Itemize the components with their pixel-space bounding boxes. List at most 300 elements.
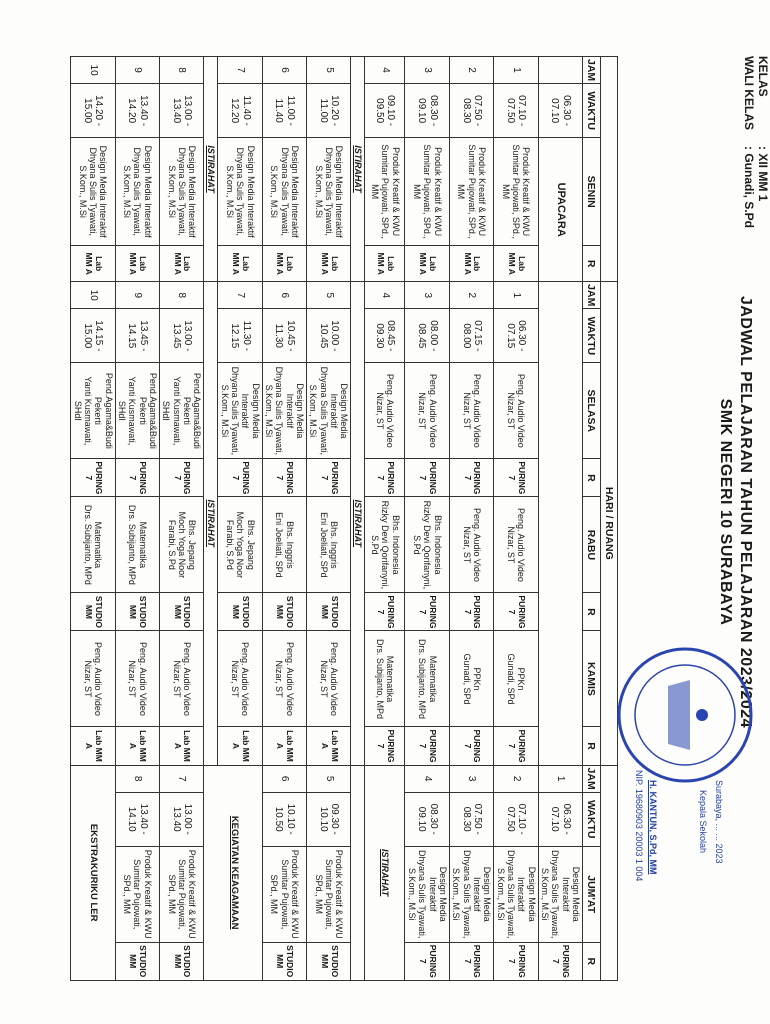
jumat-cell [262,846,306,942]
subject-name: Produk Kreatif & KWU [521,147,532,237]
teacher-name: Nizar, ST [417,392,428,430]
room-cell: Lab MM A [115,727,159,765]
jam-cell: 3 [405,282,449,309]
table-row [115,57,159,981]
header-jam: JAM [583,765,601,792]
senin-cell [71,138,115,246]
waktu-cell: 13.40 - 14.20 [115,84,159,138]
jumat-cell [449,846,493,942]
subject-name: Design Media Interaktif [289,145,300,238]
header-jam: JAM [583,282,601,309]
teacher-name: Moch Yoga Noor Farabi, S.Pd [224,511,246,579]
teacher-name: Yanti Kusmawati, SHdI [116,376,138,446]
istirahat-label: ISTIRAHAT [351,282,365,765]
teacher-name: Dhyana Sulis Tyawati, S.Kom., M.Si [219,366,241,456]
subject-name: Design Media Interaktif [98,145,109,238]
selasa-cell [218,363,262,459]
header-r: R [583,246,601,282]
room-cell: Lab MM A [307,246,351,282]
senin-cell [262,138,306,246]
table-row [405,57,449,981]
teacher-name: Dhyana Sulis Tyawati, S.Kom., M.Si [122,147,143,236]
rabu-cell [449,497,493,593]
teacher-name: Dhyana Sulis Tyawati, S.Kom., M.Si [77,147,99,236]
jumat-cell [538,846,582,942]
room-cell: PURING 7 [160,459,204,497]
jam-cell: 5 [307,282,351,309]
jam-cell: 4 [365,282,405,309]
subject-name: PPKn [516,667,527,691]
subject-name: Design Media Interaktif [516,866,537,922]
teacher-name: Nizar, ST [505,392,516,430]
subject-name: Peng. Audio Video [137,642,148,716]
waktu-cell: 08.30 - 09.10 [405,84,449,138]
subject-name: Design Media Interaktif [329,383,350,439]
senin-cell [494,138,538,246]
kamis-cell [307,631,351,727]
waktu-cell: 08.30 - 09.10 [405,792,449,846]
kegiatan-keagamaan-label: KEGIATAN KEAGAMAAN [204,765,262,980]
waktu-cell: 07.50 - 08.30 [449,84,493,138]
jumat-cell [307,846,351,942]
room-cell: Lab MM A [262,727,306,765]
subject-name: Bhs. Jepang [187,519,198,570]
waktu-cell: 13.00 - 13.40 [160,792,204,846]
room-cell: PURING 7 [405,942,449,980]
jam-cell: 2 [449,282,493,309]
jumat-cell [160,846,204,942]
jam-cell: 1 [538,765,582,792]
room-cell: PURING 7 [71,459,115,497]
subject-name: Design Media Interaktif [142,145,153,238]
waktu-cell: 13.40 - 14.10 [115,792,159,846]
room-cell: Lab MM A [115,246,159,282]
waktu-cell: 09.30 - 10.10 [307,792,351,846]
subject-name: Matematika [385,655,396,703]
room-cell: PURING 7 [262,459,306,497]
waktu-cell: 09.10 - 09.50 [365,84,405,138]
jumat-cell [405,846,449,942]
teacher-name: Dhyana Sulis Tyawati, S.Kom., M.Si [264,366,285,456]
senin-cell [405,138,449,246]
jam-cell: 2 [449,57,493,84]
subject-name: Pend.Agama&Budi Pekerti [137,372,158,449]
selasa-cell [449,363,493,459]
table-row [351,57,365,981]
teacher-name: Rizky Devi Qorifanyni, S.Pd [412,500,433,590]
jumat-cell [115,846,159,942]
room-cell: Lab MM A [71,246,115,282]
room-cell: PURING 7 [494,459,538,497]
rabu-cell [160,497,204,593]
jam-cell: 7 [160,765,204,792]
subject-name: Peng. Audio Video [240,642,251,716]
teacher-name: Rizky Devi Qorifanyni, S.Pd [369,500,391,590]
header-rabu: RABU [583,497,601,593]
jam-cell: 6 [262,765,306,792]
waktu-cell: 08.45 - 09.30 [365,309,405,363]
room-cell: STUDIO MM [160,942,204,980]
wali-value: : Gunadi, S.Pd [742,146,756,229]
signature-role: Kepala Sekolah [698,790,708,854]
hari-ruang-header: HARI / RUANG [601,282,618,765]
room-cell: STUDIO MM [115,593,159,631]
jam-cell: 6 [262,57,306,84]
wali-label: WALI KELAS [742,56,756,130]
room-cell: Lab MM A [307,727,351,765]
selasa-cell [307,363,351,459]
waktu-cell: 11.40 - 12.20 [218,84,262,138]
jam-cell: 9 [115,282,159,309]
jam-cell: 1 [494,57,538,84]
kelas-line [756,56,770,201]
teacher-name: Sumitar Pujowati, SPd., MM [166,859,187,930]
subject-name: Produk Kreatif & KWU [187,849,198,939]
selasa-cell [160,363,204,459]
signature-place-date: Surabaya, ... ... 2023 [714,780,724,864]
school-stamp-icon [610,640,760,790]
rabu-cell [262,497,306,593]
header-selasa: SELASA [583,363,601,459]
waktu-cell: 13.45 - 14.15 [115,309,159,363]
waktu-cell: 07.10 - 07.50 [494,792,538,846]
subject-name: Design Media Interaktif [427,866,448,922]
waktu-cell: 11.30 - 12.15 [218,309,262,363]
empty-cell [538,282,582,765]
selasa-cell [365,363,405,459]
header-jumat: JUM'AT [583,846,601,942]
subject-name: Peng. Audio Video [284,642,295,716]
subject-name: Peng. Audio Video [427,373,438,448]
table-row [449,57,493,981]
room-cell: PURING 7 [538,942,582,980]
subject-name: Peng. Audio Video [471,507,482,582]
waktu-cell: 14.20 - 15.00 [71,84,115,138]
kamis-cell [494,631,538,727]
teacher-name: Nizar, ST [171,660,182,698]
subject-name: Produk Kreatif & KWU [477,147,488,237]
teacher-name: Drs. Subijanto, MPd [417,638,428,719]
subject-name: Design Media Interaktif [284,383,306,439]
selasa-cell [405,363,449,459]
kelas-label: KELAS [756,56,770,97]
room-cell: PURING 7 [449,459,493,497]
jam-cell: 6 [262,282,306,309]
subject-name: Design Media Interaktif [240,383,261,439]
teacher-name: Eni Joeliati, SPd [274,512,285,578]
room-cell: PURING 7 [449,727,493,765]
room-cell: PURING 7 [494,942,538,980]
table-row [307,57,351,981]
header-r: R [583,727,601,765]
kamis-cell [405,631,449,727]
table-row [218,57,262,981]
subject-name: Produk Kreatif & KWU [432,147,443,237]
room-cell: Lab MM A [71,727,115,765]
empty-cell [351,765,365,980]
subject-name: Bhs. Jepang [245,519,256,570]
room-cell: PURING 7 [405,593,449,631]
jam-cell [538,57,582,84]
teacher-name: Sumitar Pujowati, SPd., MM [269,859,290,930]
selasa-cell [115,363,159,459]
jam-cell: 7 [218,282,262,309]
teacher-name: Nizar, ST [461,392,472,430]
waktu-cell: 06.30 - 07.10 [538,792,582,846]
principal-nip: NIP. 19680903 20003 1 004 [634,770,644,882]
rabu-cell [218,497,262,593]
rabu-cell [494,497,538,593]
kamis-cell [365,631,405,727]
room-cell: PURING 7 [449,942,493,980]
kamis-cell [160,631,204,727]
jam-cell: 5 [307,57,351,84]
waktu-cell: 06.30 - 07.15 [494,309,538,363]
rabu-cell [115,497,159,593]
waktu-cell: 14.15 - 15.00 [71,309,115,363]
jam-cell: 4 [365,57,405,84]
room-cell: PURING 7 [405,459,449,497]
header-kamis: KAMIS [583,631,601,727]
teacher-name: Dhyana Sulis Tyawati, S.Kom., M.Si [269,147,290,236]
jam-cell: 10 [71,57,115,84]
subject-name: Peng. Audio Video [516,507,527,582]
senin-cell [115,138,159,246]
header-waktu: WAKTU [583,309,601,363]
upacara-label: UPACARA [538,138,582,282]
table-row [538,57,582,981]
room-cell: STUDIO MM [262,593,306,631]
teacher-name: Moch Yoga Noor Farabi, S.Pd [166,511,187,579]
waktu-cell: 06.30 - 07.10 [538,84,582,138]
header-blank-left [601,57,618,282]
jam-cell: 2 [494,765,538,792]
header-r: R [583,942,601,980]
room-cell: STUDIO MM [262,942,306,980]
room-cell: PURING 7 [307,459,351,497]
waktu-cell: 11.00 - 11.40 [262,84,306,138]
istirahat-label: ISTIRAHAT [204,282,218,765]
subject-name: Pend.Agama&Budi Pekerti [93,372,114,449]
teacher-name: Eni Joeliati, SPd [318,512,329,578]
jam-cell: 4 [405,765,449,792]
room-cell: STUDIO MM [218,593,262,631]
room-cell: STUDIO MM [115,942,159,980]
room-cell: PURING 7 [449,593,493,631]
teacher-name: Dhyana Sulis Tyawati, S.Kom., M.Si [539,850,561,939]
teacher-name: Sumitar Pujowati, SPd., MM [313,859,334,930]
teacher-name: Sumitar Pujowati, SPd., MM [122,859,143,930]
room-cell: PURING 7 [405,727,449,765]
waktu-cell: 10.10 - 10.50 [262,792,306,846]
teacher-name: Sumitar Pujowati, SPd., MM [500,144,522,239]
room-cell: Lab MM A [262,246,306,282]
principal-name: H. KANTUN, S.Pd, MM [648,780,658,875]
room-cell: PURING 7 [365,727,405,765]
room-cell: Lab MM A [218,727,262,765]
header-r: R [583,459,601,497]
istirahat-label: ISTIRAHAT [351,57,365,282]
teacher-name: Dhyana Sulis Tyawati, S.Kom., M.Si [451,850,472,939]
jam-cell: 1 [494,282,538,309]
teacher-name: Nizar, ST [461,526,472,564]
ekstrakurikuler-label: EKSTRAKURIKU LER [71,765,115,980]
room-cell: Lab MM A [160,727,204,765]
waktu-cell: 10.20 - 11.00 [307,84,351,138]
subject-name: Peng. Audio Video [93,642,104,716]
subject-name: Peng. Audio Video [385,373,396,448]
subject-name: Produk Kreatif & KWU [142,849,153,939]
waktu-cell: 13.00 - 13.40 [160,84,204,138]
teacher-name: Sumitar Pujowati, SPd., MM [412,144,433,239]
teacher-name: Nizar, ST [230,660,241,698]
subject-name: Design Media Interaktif [187,145,198,238]
jam-cell: 3 [405,57,449,84]
room-cell: PURING 7 [494,593,538,631]
jam-cell: 3 [449,765,493,792]
header-blank-right [601,765,618,980]
rabu-cell [71,497,115,593]
document-title: JADWAL PELAJARAN TAHUN PELAJARAN 2023/2024 [737,295,754,729]
header-r: R [583,593,601,631]
istirahat-label: ISTIRAHAT [365,765,405,980]
subject-name: Peng. Audio Video [182,642,193,716]
teacher-name: Nizar, ST [274,660,285,698]
room-cell: Lab MM A [160,246,204,282]
jam-cell: 5 [307,765,351,792]
teacher-name: Gunadi, SPd [505,653,516,705]
subject-name: Design Media Interaktif [560,866,581,922]
room-cell: Lab MM A [365,246,405,282]
teacher-name: Yanti Kusmawati, SHdI [161,376,182,446]
jam-cell: 9 [115,57,159,84]
room-cell: PURING 7 [365,593,405,631]
subject-name: Peng. Audio Video [471,373,482,448]
wali-line [742,56,756,228]
room-cell: PURING 7 [494,727,538,765]
header-jam: JAM [583,57,601,84]
header-waktu: WAKTU [583,84,601,138]
waktu-cell: 10.45 - 11.30 [262,309,306,363]
header-waktu: WAKTU [583,792,601,846]
timetable [70,56,618,981]
senin-cell [449,138,493,246]
jam-cell: 8 [115,765,159,792]
rabu-cell [307,497,351,593]
subject-name: Peng. Audio Video [329,642,340,716]
subject-name: Pend.Agama&Budi Pekerti [182,372,203,449]
teacher-name: Nizar, ST [505,526,516,564]
kelas-value: : XII MM 1 [756,146,770,202]
teacher-name: Drs. Subijanto, MPd [127,504,138,585]
subject-name: Produk Kreatif & KWU [390,147,401,237]
teacher-name: Dhyana Sulis Tyawati, S.Kom., M.Si [166,147,187,236]
teacher-name: Nizar, ST [127,660,138,698]
teacher-name: Drs. Subijanto, MPd [82,504,93,585]
subject-name: Produk Kreatif & KWU [334,849,345,939]
room-cell: STUDIO MM [71,593,115,631]
waktu-cell: 08.00 - 08.45 [405,309,449,363]
school-name: SMK NEGERI 10 SURABAYA [717,398,734,626]
selasa-cell [71,363,115,459]
kamis-cell [218,631,262,727]
subject-name: Bhs. Indonesia [432,515,443,575]
subject-name: Peng. Audio Video [516,373,527,448]
teacher-name: Drs. Subijanto, MPd [375,638,385,719]
room-cell: Lab MM A [494,246,538,282]
istirahat-label: ISTIRAHAT [204,57,218,282]
jumat-cell [494,846,538,942]
room-cell: PURING 7 [115,459,159,497]
jam-cell: 7 [218,57,262,84]
subject-name: Bhs. Inggris [329,521,340,569]
subject-name: PPKn [471,667,482,691]
subject-name: Design Media Interaktif [245,145,256,238]
subject-name: Matematika [93,521,104,569]
room-cell: STUDIO MM [160,593,204,631]
teacher-name: Nizar, ST [318,660,329,698]
teacher-name: Sumitar Pujowati, SPd., MM [456,144,477,239]
teacher-name: Nizar, ST [82,660,93,698]
teacher-name: Dhyana Sulis Tyawati, S.Kom., M.Si [224,147,246,236]
room-cell: Lab MM A [405,246,449,282]
waktu-cell: 10.00 - 10.45 [307,309,351,363]
room-cell: PURING 7 [218,459,262,497]
room-cell: Lab MM A [449,246,493,282]
kamis-cell [71,631,115,727]
table-row [160,57,204,981]
senin-cell [160,138,204,246]
room-cell: Lab MM A [218,246,262,282]
teacher-name: Dhyana Sulis Tyawati, S.Kom., M.Si [308,366,329,456]
teacher-name: Dhyana Sulis Tyawati, S.Kom., M.Si [495,850,516,939]
teacher-name: Yanti Kusmawati, SHdI [72,376,93,446]
waktu-cell: 07.10 - 07.50 [494,84,538,138]
subject-name: Produk Kreatif & KWU [289,849,300,939]
subject-name: Matematika [137,521,148,569]
kamis-cell [449,631,493,727]
teacher-name: Dhyana Sulis Tyawati, S.Kom., M.Si [313,147,334,236]
senin-cell [218,138,262,246]
selasa-cell [262,363,306,459]
waktu-cell: 13.00 - 13.45 [160,309,204,363]
teacher-name: Dhyana Sulis Tyawati, S.Kom., M.Si [406,850,428,939]
teacher-name: Gunadi, SPd [461,653,472,705]
room-cell: STUDIO MM [307,593,351,631]
room-cell: PURING 7 [365,459,405,497]
jam-cell: 8 [160,282,204,309]
table-row [262,57,306,981]
kamis-cell [115,631,159,727]
rabu-cell [405,497,449,593]
waktu-cell: 07.50 - 08.30 [449,792,493,846]
header-senin: SENIN [583,138,601,246]
kamis-cell [262,631,306,727]
teacher-name: Nizar, ST [375,392,385,430]
selasa-cell [494,363,538,459]
senin-cell [307,138,351,246]
subject-name: Bhs. Indonesia [390,515,401,575]
subject-name: Design Media Interaktif [334,145,345,238]
waktu-cell: 07.15 - 08.00 [449,309,493,363]
subject-name: Design Media Interaktif [471,866,493,922]
subject-name: Matematika [427,655,438,703]
table-row [71,57,115,981]
jam-cell: 8 [160,57,204,84]
jam-cell: 10 [71,282,115,309]
room-cell: STUDIO MM [307,942,351,980]
table-row [494,57,538,981]
